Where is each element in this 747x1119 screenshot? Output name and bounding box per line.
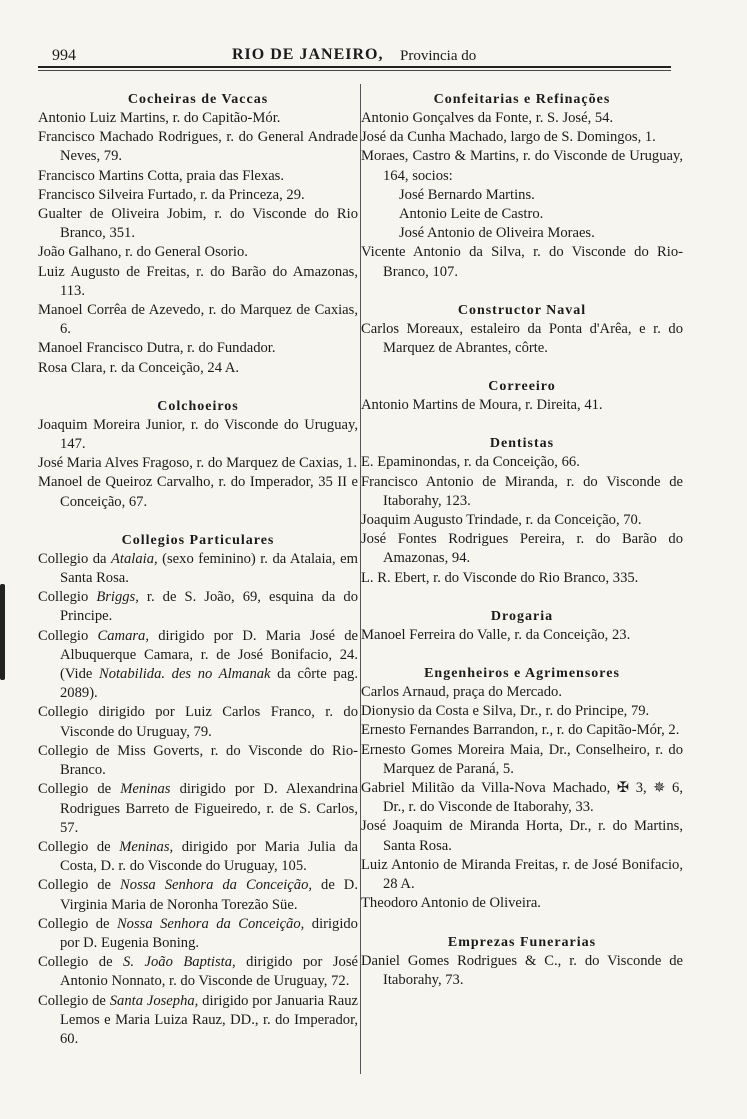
entry-text: Francisco Martins Cotta, praia das Flexas. [38, 167, 285, 184]
entry [361, 779, 683, 817]
entry [38, 550, 358, 588]
entry-sub: Antonio Leite de Castro. [399, 206, 544, 223]
entry-text: Joaquim Moreira Junior, r. do Visconde do Uruguay, 147. [38, 416, 358, 453]
entry-text: dirigido por D. Maria José de Albuquerque Camara, r. de José Bonifacio, 24. (Vide [60, 627, 358, 683]
entry-text: Collegio de [38, 781, 121, 798]
entry-text: L. R. Ebert, r. do Visconde do Rio Branco, 335. [361, 569, 639, 586]
entry-text: Gabriel Militão da Villa-Nova Machado, ✠ 3, ✵ 6, Dr., r. do Visconde de Itaborahy, 33. [361, 780, 683, 816]
section-heading: Cocheiras de Vaccas [127, 92, 269, 107]
entry [361, 320, 683, 358]
entry-text: Francisco Antonio de Miranda, r. do Visconde de Itaborahy, 123. [361, 473, 683, 509]
entry-text: Manoel Corrêa de Azevedo, r. do Marquez de Caxias, 6. [38, 302, 358, 338]
section-gap [38, 512, 358, 531]
section [361, 377, 683, 415]
right-column [361, 90, 683, 990]
entry-text: Manoel de Queiroz Carvalho, r. do Imperador, 35 II e Conceição, 67. [38, 474, 358, 510]
entry [361, 453, 683, 472]
section [361, 664, 683, 913]
entry-text: E. Epaminondas, r. da Conceição, 66. [361, 454, 580, 471]
entry [38, 838, 358, 876]
entry-text: Collegio [38, 627, 98, 644]
entry-text: Manoel Francisco Dutra, r. do Fundador. [38, 340, 276, 357]
section-gap [361, 588, 683, 607]
binding-mark [0, 584, 5, 680]
entry [361, 530, 683, 568]
section-heading: Engenheiros e Agrimensores [424, 666, 620, 682]
section-heading: Collegios Particulares [121, 532, 275, 548]
entry [361, 109, 683, 128]
entry-text: Francisco Silveira Furtado, r. da Princeza, 29. [38, 186, 305, 203]
page-subtitle: Provincia do [400, 48, 477, 64]
entry [38, 742, 358, 780]
entry [361, 128, 683, 147]
entry-text: Collegio de [38, 915, 117, 932]
entry [361, 702, 683, 721]
entry-text: Collegio [38, 589, 97, 606]
entry-text: Ernesto Gomes Moreira Maia, Dr., Conselheiro, r. do Marquez de Paraná, 5. [361, 741, 683, 777]
entry-text: Francisco Machado Rodrigues, r. do General Andrade Neves, 79. [38, 129, 358, 165]
entry [361, 147, 683, 185]
entry [38, 876, 358, 914]
section-gap [361, 645, 683, 664]
entry-italic: Meninas [120, 781, 171, 798]
entry-text: Gualter de Oliveira Jobim, r. do Visconde do Rio Branco, 351. [38, 206, 358, 242]
page-header [38, 44, 670, 66]
entry-text: Carlos Arnaud, praça do Mercado. [361, 684, 562, 701]
entry-italic: Meninas, [119, 838, 174, 855]
entry-text: dirigido por D. Alexandrina Rodrigues Barreto de Figueiredo, r. de S. Carlos, 57. [60, 781, 358, 836]
entry [38, 780, 358, 838]
entry [38, 703, 358, 741]
entry [38, 128, 358, 166]
entry [38, 205, 358, 243]
entry [38, 186, 358, 205]
section [361, 434, 683, 587]
entry [361, 626, 683, 645]
section-heading: Emprezas Funerarias [447, 934, 597, 950]
entry-text: Luiz Antonio de Miranda Freitas, r. de José Bonifacio, 28 A. [361, 856, 683, 893]
entry [38, 167, 358, 186]
entry-text: Collegio dirigido por Luiz Carlos Franco, r. do Visconde do Uruguay, 79. [38, 704, 358, 740]
entry-text: José Joaquim de Miranda Horta, Dr., r. do Martins, Santa Rosa. [361, 818, 683, 854]
entry-text: Vicente Antonio da Silva, r. do Visconde do Rio-Branco, 107. [361, 244, 683, 280]
entry [361, 856, 683, 894]
entry-text: (sexo feminino) r. da Atalaia, em Santa Rosa. [60, 550, 358, 587]
section-gap [361, 358, 683, 377]
entry-text: Collegio de [38, 877, 121, 894]
entry-italic: Atalaia, [111, 550, 158, 567]
section [38, 90, 358, 378]
left-column [38, 90, 358, 1049]
entry-text: Antonio Gonçalves da Fonte, r. S. José, 54. [361, 110, 614, 126]
entry [361, 817, 683, 855]
section-gap [361, 282, 683, 301]
entry-italic: Notabilida. des no Almanak [98, 666, 271, 683]
entry [38, 915, 358, 953]
entry-text: Dionysio da Costa e Silva, Dr., r. do Principe, 79. [361, 703, 650, 720]
entry [361, 721, 683, 740]
entry [38, 301, 358, 339]
entry-italic: Briggs, [96, 589, 139, 606]
entry [38, 243, 358, 262]
entry-text: Ernesto Fernandes Barrandon, r., r. do Capitão-Mór, 2. [361, 722, 680, 739]
section [361, 90, 683, 282]
section [38, 531, 358, 1049]
entry-text: dirigido por José Antonio Nonnato, r. do Visconde de Uruguay, 72. [60, 954, 358, 990]
entry-text: de D. Virginia Maria de Noronha Torezão Süe. [60, 877, 358, 913]
entry-text: João Galhano, r. do General Osorio. [38, 244, 248, 261]
entry [38, 588, 358, 626]
entry-text: Manoel Ferreira do Valle, r. da Conceição, 23. [361, 626, 631, 643]
entry-text: Theodoro Antonio de Oliveira. [361, 895, 541, 912]
entry-text: Antonio Luiz Martins, r. do Capitão-Mór. [38, 110, 281, 126]
entry-text: Luiz Augusto de Freitas, r. do Barão do Amazonas, 113. [38, 263, 358, 299]
entry [361, 741, 683, 779]
entry-text: dirigido por Januaria Rauz Lemos e Maria Luiza Rauz, DD., r. do Imperador, 60. [60, 992, 358, 1047]
section [361, 301, 683, 358]
entry [38, 416, 358, 454]
entry [38, 953, 358, 991]
entry-text: Rosa Clara, r. da Conceição, 24 A. [38, 359, 240, 376]
entry-italic: S. João Baptista, [123, 954, 236, 971]
section-gap [361, 415, 683, 434]
entry-text: Daniel Gomes Rodrigues & C., r. do Visconde de Itaborahy, 73. [361, 952, 683, 988]
section-gap [361, 914, 683, 933]
entry-italic: Santa Josepha, [109, 992, 199, 1009]
entry-italic: Nossa Senhora da Conceição, [120, 877, 313, 894]
entry-text: Collegio de [38, 954, 124, 971]
entry [361, 473, 683, 511]
entry [38, 109, 358, 128]
section-heading: Constructor Naval [457, 302, 587, 318]
section [361, 607, 683, 645]
page-title: RIO DE JANEIRO, [232, 46, 384, 63]
section-heading: Correeiro [488, 379, 556, 395]
section [361, 933, 683, 990]
section-heading: Dentistas [489, 436, 555, 452]
entry-text: Collegio de [38, 838, 120, 855]
entry-text: Collegio da [38, 550, 112, 567]
entry-text: dirigido por Maria Julia da Costa, D. r. do Visconde do Uruguay, 105. [60, 838, 358, 875]
entry-text: Moraes, Castro & Martins, r. do Visconde de Uruguay, 164, socios: [361, 148, 683, 184]
entry-text: Carlos Moreaux, estaleiro da Ponta d'Arêa, e r. do Marquez de Abrantes, côrte. [361, 320, 683, 357]
entry [38, 627, 358, 704]
entry [361, 894, 683, 913]
section-heading: Colchoeiros [157, 398, 239, 414]
entry-text: Collegio de Miss Goverts, r. do Visconde do Rio-Branco. [38, 742, 358, 779]
section-gap [38, 378, 358, 397]
entry [361, 683, 683, 702]
entry-text: José Fontes Rodrigues Pereira, r. do Barão do Amazonas, 94. [361, 531, 683, 567]
entry [38, 454, 358, 473]
entry [361, 396, 683, 415]
entry-text: Antonio Martins de Moura, r. Direita, 41. [361, 397, 603, 414]
entry-text: José da Cunha Machado, largo de S. Domingos, 1. [361, 129, 656, 146]
entry [361, 243, 683, 281]
entry [361, 569, 683, 588]
entry-italic: Nossa Senhora da Conceição, [116, 915, 305, 932]
entry-text: Collegio de [38, 992, 110, 1009]
entry [361, 952, 683, 990]
section-heading: Confeitarias e Refinações [433, 92, 611, 107]
page-number: 994 [52, 47, 76, 64]
entry-text: r. de S. João, 69, esquina da do Principe. [60, 589, 358, 625]
entry-sub: José Antonio de Oliveira Moraes. [399, 225, 595, 242]
entry-text: José Maria Alves Fragoso, r. do Marquez de Caxias, 1. [38, 455, 357, 472]
entry [38, 339, 358, 358]
entry-text: dirigido por D. Eugenia Boning. [60, 915, 358, 951]
section-heading: Drogaria [490, 608, 554, 624]
entry [361, 511, 683, 530]
header-rule-thin [38, 70, 671, 71]
entry-text: Joaquim Augusto Trindade, r. da Conceição, 70. [361, 512, 642, 529]
section [38, 397, 358, 512]
header-rule [38, 66, 671, 68]
entry-italic: Camara, [97, 627, 149, 644]
entry-sub: José Bernardo Martins. [399, 186, 535, 203]
entry [38, 359, 358, 378]
entry [38, 992, 358, 1050]
entry [38, 263, 358, 301]
entry [38, 473, 358, 511]
entry-text: da côrte pag. 2089). [60, 666, 359, 702]
